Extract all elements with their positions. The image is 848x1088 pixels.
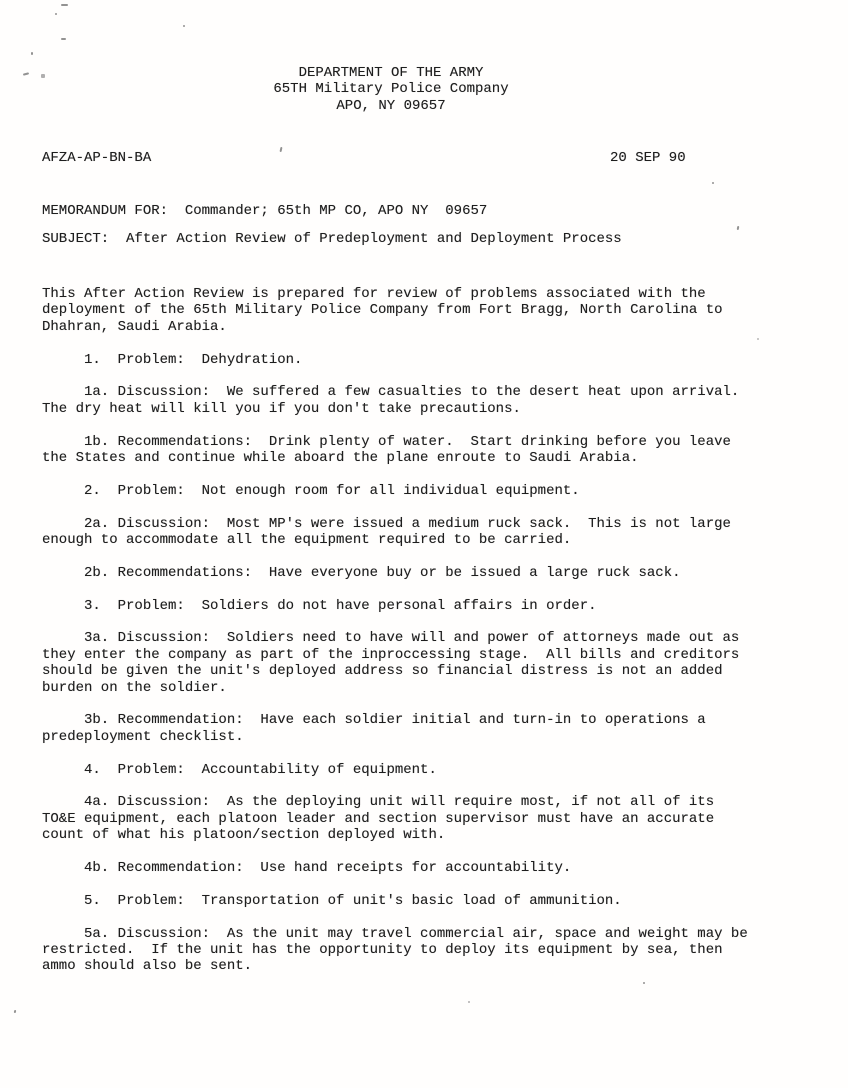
paragraph-intro: This After Action Review is prepared for review of problems associated with the deployment of the 65th Military Police Company from Fort Bragg, North Carolina to Dhahran, Saudi Arabia.	[42, 286, 723, 335]
memorandum-for-line: MEMORANDUM FOR: Commander; 65th MP CO, APO NY 09657	[42, 203, 488, 219]
scan-speck	[468, 1001, 470, 1003]
paragraph-2-problem: 2. Problem: Not enough room for all individual equipment.	[42, 482, 580, 499]
paragraph-2a-discussion: 2a. Discussion: Most MP's were issued a medium ruck sack. This is not large enough to accommodate all the equipment required to be carried.	[42, 515, 731, 549]
letterhead	[0, 65, 782, 114]
paragraph-1-problem: 1. Problem: Dehydration.	[42, 351, 303, 368]
letterhead-department: DEPARTMENT OF THE ARMY	[298, 65, 484, 81]
scan-speck	[712, 182, 714, 184]
paragraph-2b-recommendations: 2b. Recommendations: Have everyone buy or be issued a large ruck sack.	[42, 564, 681, 581]
scan-speck	[61, 38, 66, 40]
scan-speck	[31, 52, 33, 55]
subject-line: SUBJECT: After Action Review of Predeployment and Deployment Process	[42, 231, 622, 247]
scan-speck	[183, 25, 185, 27]
scan-speck	[14, 1010, 17, 1013]
letterhead-unit: 65TH Military Police Company	[273, 81, 509, 98]
scan-speck	[61, 4, 68, 6]
paragraph-3a-discussion: 3a. Discussion: Soldiers need to have will and power of attorneys made out as they enter the company as part of the inproccessing stage. All bills and creditors should be given the unit's deployed address so financial distress is not an added burden on the soldier.	[42, 630, 740, 696]
scan-speck	[643, 982, 645, 984]
paragraph-4a-discussion: 4a. Discussion: As the deploying unit will require most, if not all of its TO&E equipment, each platoon leader and section supervisor must have an accurate count of what his platoon/section deployed with.	[42, 794, 715, 844]
paragraph-4-problem: 4. Problem: Accountability of equipment.	[42, 761, 437, 778]
memo-body	[42, 286, 802, 975]
scan-speck	[41, 74, 45, 78]
paragraph-5a-discussion: 5a. Discussion: As the unit may travel commercial air, space and weight may be restricted. If the unit has the opportunity to deploy its equipment by sea, then ammo should also be sent.	[42, 925, 748, 975]
paragraph-1a-discussion: 1a. Discussion: We suffered a few casualties to the desert heat upon arrival. The dry heat will kill you if you don't take precautions.	[42, 384, 740, 417]
paragraph-1b-recommendations: 1b. Recommendations: Drink plenty of water. Start drinking before you leave the States and continue while aboard the plane enroute to Saudi Arabia.	[42, 433, 731, 467]
paragraph-5-problem: 5. Problem: Transportation of unit's basic load of ammunition.	[42, 892, 622, 909]
scan-speck	[55, 13, 57, 15]
paragraph-4b-recommendation: 4b. Recommendation: Use hand receipts for accountability.	[42, 860, 572, 877]
paragraph-3b-recommendation: 3b. Recommendation: Have each soldier initial and turn-in to operations a predeployment checklist.	[42, 712, 706, 745]
letterhead-address: APO, NY 09657	[336, 97, 446, 114]
scan-speck	[737, 226, 740, 230]
paragraph-3-problem: 3. Problem: Soldiers do not have personal affairs in order.	[42, 597, 597, 614]
scan-speck	[757, 338, 759, 340]
reference-row	[42, 150, 848, 166]
memo-date: 20 SEP 90	[610, 150, 686, 166]
office-symbol: AFZA-AP-BN-BA	[42, 150, 152, 166]
